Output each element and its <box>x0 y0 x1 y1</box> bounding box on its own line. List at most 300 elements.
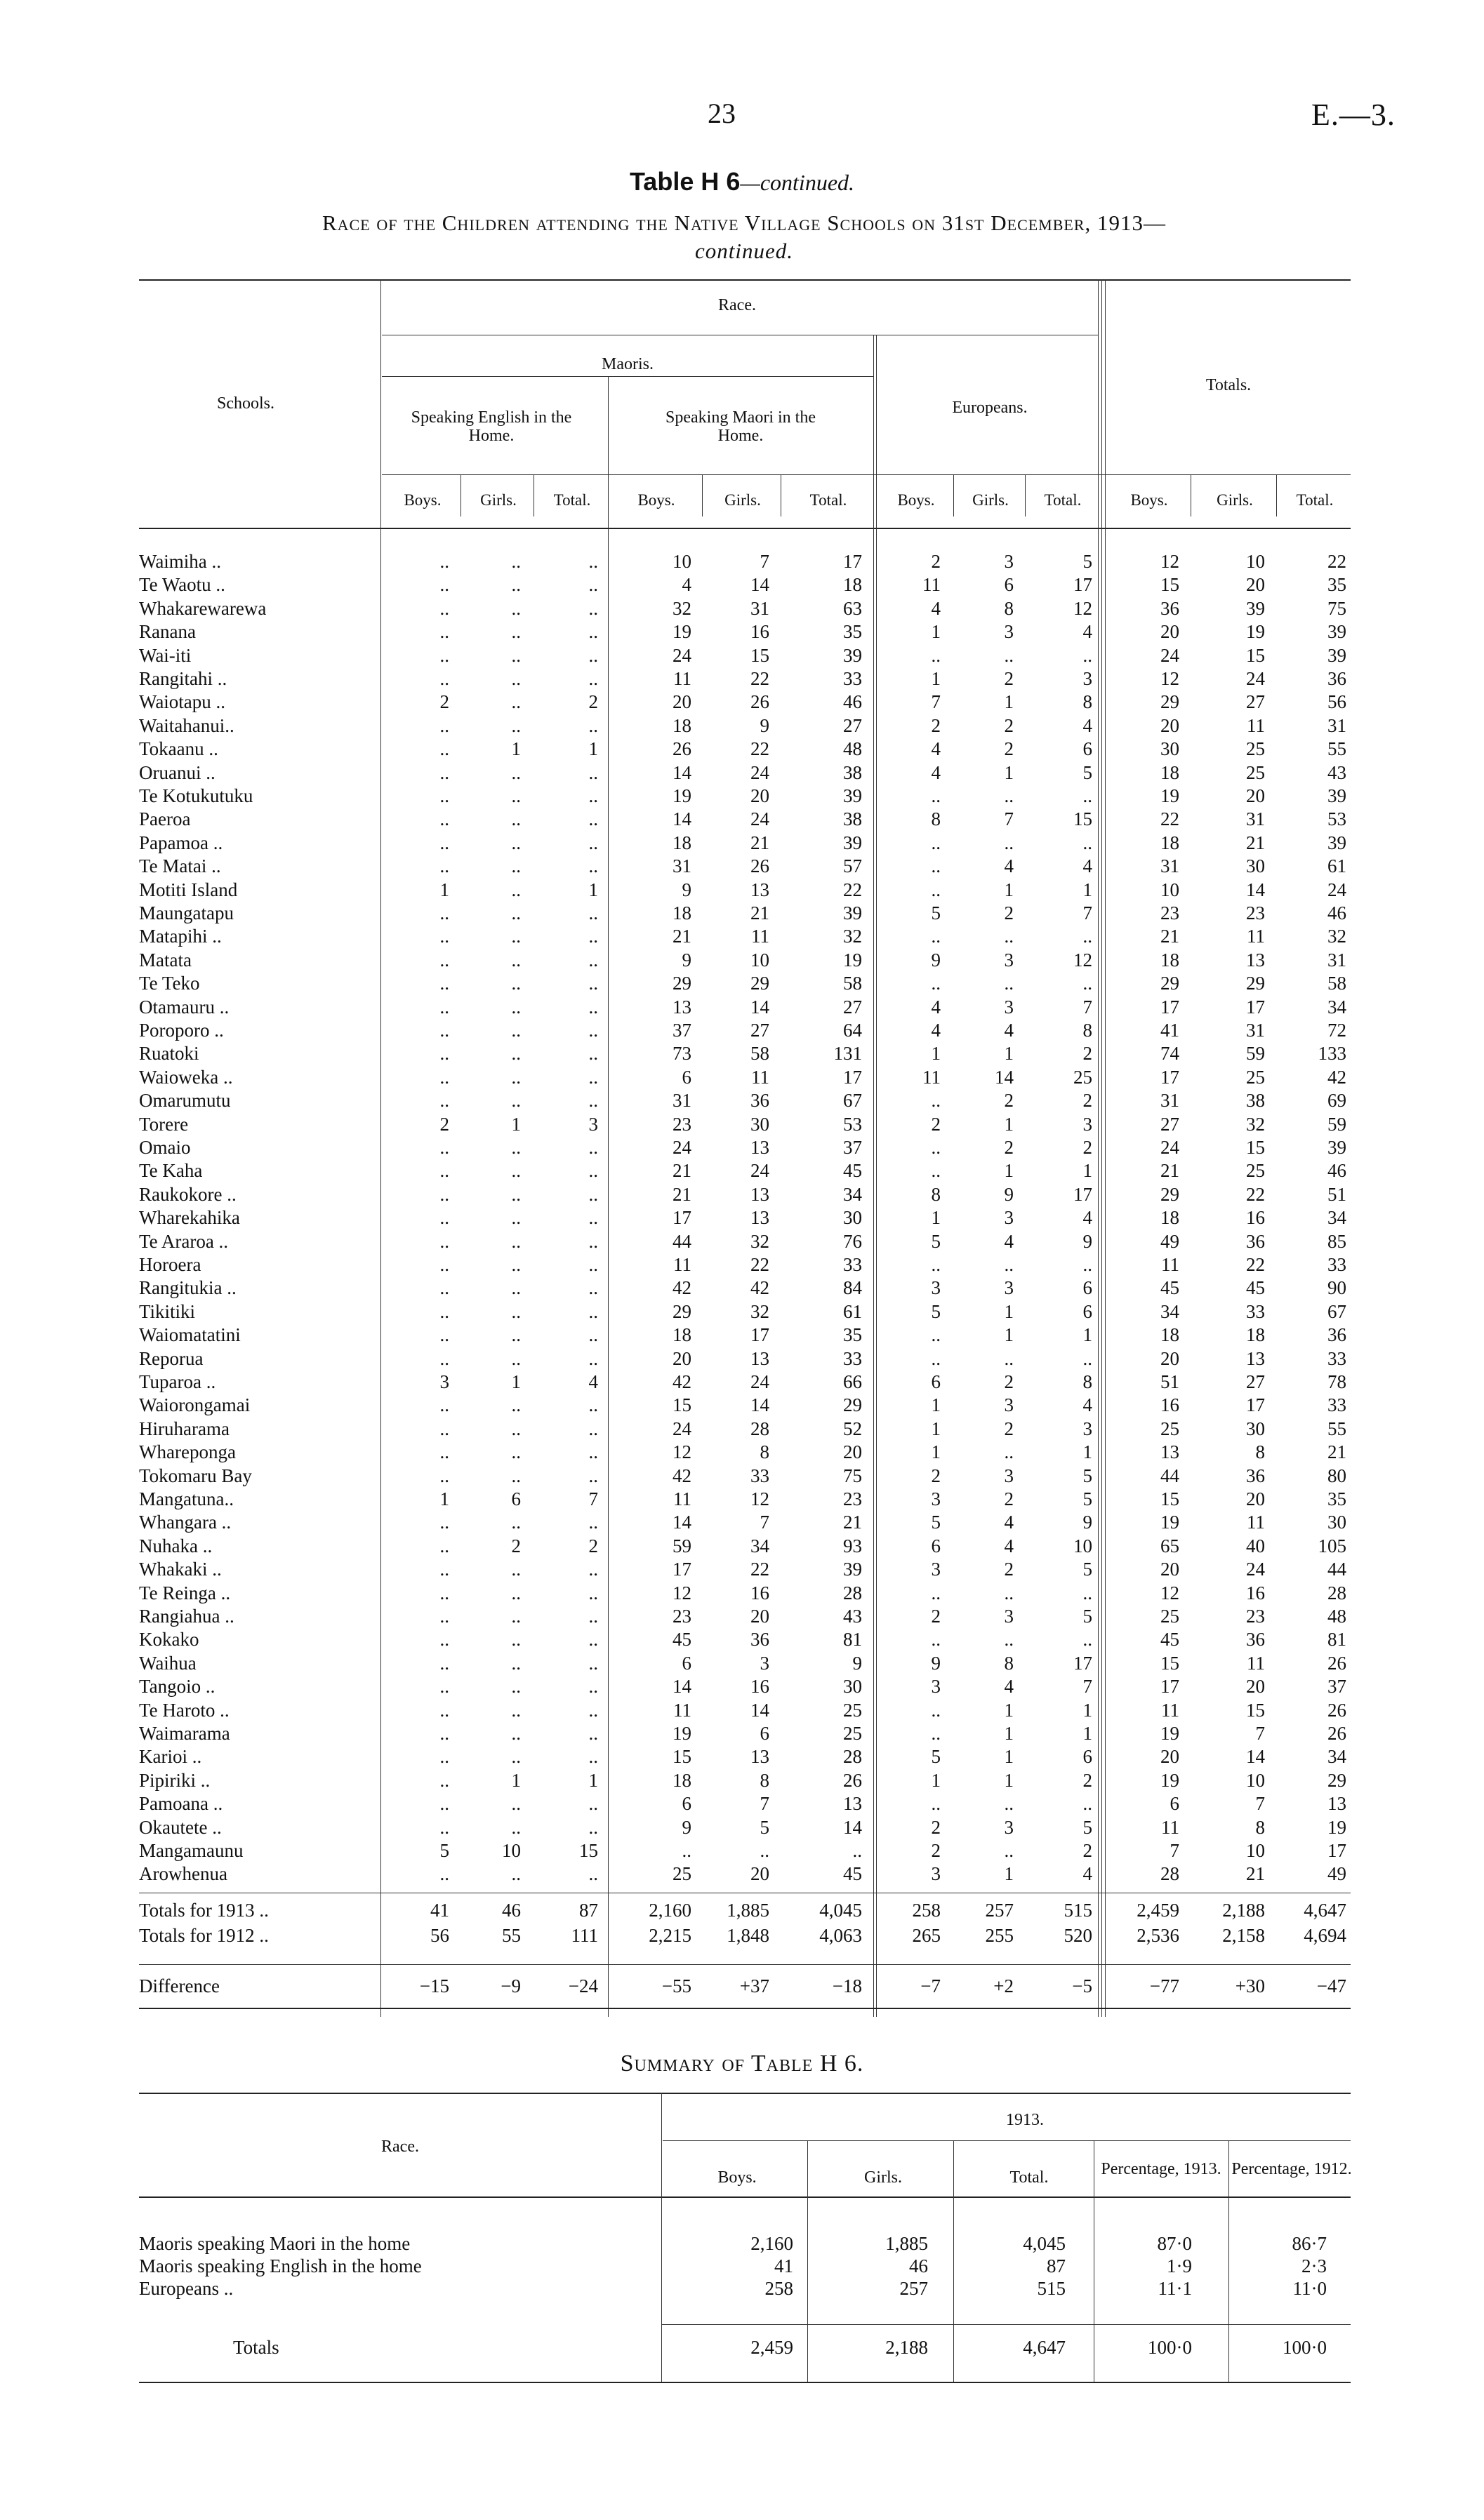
school-name: Papamoa .. <box>139 832 223 853</box>
subheader-boys: Boys. <box>897 491 935 509</box>
cell-value: 17 <box>673 1559 691 1580</box>
cell-value: 1 <box>588 738 598 760</box>
cell-value: 5 <box>931 1746 941 1768</box>
cell-value: 29 <box>1160 1183 1179 1205</box>
cell-value: .. <box>1082 1347 1092 1369</box>
school-name: Waiorongamai <box>139 1394 251 1416</box>
cell-value: 6 <box>1082 1746 1092 1768</box>
cell-value: .. <box>511 1137 521 1158</box>
cell-value: 17 <box>673 1207 691 1229</box>
cell-value: .. <box>511 1629 521 1651</box>
cell-value: .. <box>439 1863 449 1885</box>
cell-value: 11 <box>1247 926 1265 947</box>
school-name: Mangamaunu <box>139 1840 244 1861</box>
summary-value: 515 <box>1037 2278 1066 2299</box>
cell-value: 3 <box>931 1863 941 1885</box>
cell-value: 36 <box>1246 1629 1265 1651</box>
cell-value: .. <box>511 691 521 713</box>
cell-value: 11 <box>1247 1512 1265 1533</box>
cell-value: 11 <box>673 1488 691 1509</box>
cell-value: .. <box>511 1066 521 1088</box>
page-reference: E.—3. <box>1311 98 1396 132</box>
cell-value: 31 <box>1160 855 1179 877</box>
cell-value: 257 <box>985 1899 1014 1921</box>
cell-value: 36 <box>1160 597 1179 619</box>
cell-value: .. <box>439 1183 449 1205</box>
cell-value: 265 <box>912 1924 941 1946</box>
page-number: 23 <box>708 98 736 129</box>
cell-value: .. <box>439 621 449 643</box>
cell-value: 28 <box>1160 1863 1179 1885</box>
cell-value: 3 <box>1082 668 1092 689</box>
subheader-total: Total. <box>1044 491 1082 509</box>
cell-value: .. <box>931 1324 941 1346</box>
table-subtitle <box>70 209 1418 265</box>
cell-value: .. <box>1082 832 1092 853</box>
cell-value: 78 <box>1327 1371 1346 1392</box>
cell-value: 12 <box>1160 1582 1179 1604</box>
cell-value: .. <box>439 551 449 572</box>
rule <box>1228 2140 1229 2382</box>
cell-value: 7 <box>1004 808 1014 830</box>
cell-value: 31 <box>1246 1020 1265 1041</box>
cell-value: 1 <box>1004 879 1014 900</box>
cell-value: 61 <box>843 1300 862 1322</box>
cell-value: .. <box>1004 785 1014 806</box>
cell-value: .. <box>1004 832 1014 853</box>
cell-value: 11 <box>751 1066 769 1088</box>
school-name: Reporua <box>139 1347 204 1369</box>
cell-value: .. <box>439 1394 449 1416</box>
cell-value: 2 <box>1004 1488 1014 1509</box>
subheader-girls: Girls. <box>724 491 761 509</box>
cell-value: .. <box>439 1746 449 1768</box>
cell-value: 46 <box>1327 1160 1346 1182</box>
rule <box>1105 279 1106 2017</box>
cell-value: 18 <box>673 1324 691 1346</box>
rule <box>608 376 609 2017</box>
cell-value: 12 <box>673 1441 691 1463</box>
cell-value: .. <box>439 1606 449 1627</box>
cell-value: 11 <box>1161 1816 1179 1838</box>
cell-value: 53 <box>1327 808 1346 830</box>
cell-value: 3 <box>1004 996 1014 1018</box>
cell-value: 19 <box>1327 1816 1346 1838</box>
cell-value: 38 <box>843 808 862 830</box>
cell-value: 72 <box>1327 1020 1346 1041</box>
school-name: Tikitiki <box>139 1300 196 1322</box>
cell-value: 58 <box>1327 973 1346 994</box>
cell-value: 6 <box>682 1793 691 1815</box>
cell-value: 76 <box>843 1230 862 1252</box>
cell-value: +37 <box>739 1975 769 1996</box>
cell-value: 1 <box>511 738 521 760</box>
cell-value: 25 <box>1160 1606 1179 1627</box>
cell-value: 14 <box>673 1676 691 1698</box>
cell-value: 11 <box>751 926 769 947</box>
cell-value: .. <box>439 1699 449 1721</box>
school-name: Mangatuna.. <box>139 1488 234 1509</box>
cell-value: 1 <box>439 1488 449 1509</box>
cell-value: 52 <box>843 1418 862 1439</box>
cell-value: 4 <box>931 761 941 783</box>
cell-value: 4,045 <box>819 1899 862 1921</box>
cell-value: 32 <box>1246 1113 1265 1135</box>
cell-value: 4 <box>931 738 941 760</box>
cell-value: 8 <box>1082 1020 1092 1041</box>
cell-value: 7 <box>1082 996 1092 1018</box>
cell-value: .. <box>588 1863 598 1885</box>
cell-value: 29 <box>1160 973 1179 994</box>
cell-value: 21 <box>1160 1160 1179 1182</box>
rule <box>139 528 1351 529</box>
cell-value: 17 <box>843 1066 862 1088</box>
school-name: Waiomatatini <box>139 1324 241 1346</box>
school-name: Pipiriki .. <box>139 1769 211 1791</box>
cell-value: 131 <box>833 1043 862 1065</box>
cell-value: 1 <box>931 621 941 643</box>
cell-value: 30 <box>1327 1512 1346 1533</box>
cell-value: 39 <box>1327 644 1346 666</box>
cell-value: 75 <box>1327 597 1346 619</box>
cell-value: 18 <box>1160 832 1179 853</box>
school-name: Waimiha .. <box>139 551 222 572</box>
cell-value: 31 <box>673 1090 691 1112</box>
cell-value: .. <box>439 1137 449 1158</box>
cell-value: .. <box>1004 1254 1014 1275</box>
cell-value: .. <box>931 1254 941 1275</box>
cell-value: .. <box>588 1676 598 1698</box>
cell-value: .. <box>439 597 449 619</box>
cell-value: .. <box>439 1676 449 1698</box>
cell-value: 40 <box>1246 1535 1265 1556</box>
cell-value: .. <box>931 1793 941 1815</box>
cell-value: .. <box>511 1676 521 1698</box>
cell-value: 37 <box>1327 1676 1346 1698</box>
rule <box>1098 279 1099 2017</box>
cell-value: 34 <box>1327 996 1346 1018</box>
rule <box>661 2324 1351 2325</box>
cell-value: 6 <box>682 1066 691 1088</box>
cell-value: .. <box>588 1559 598 1580</box>
cell-value: 33 <box>843 668 862 689</box>
cell-value: .. <box>588 761 598 783</box>
cell-value: 29 <box>673 1300 691 1322</box>
cell-value: 14 <box>750 996 769 1018</box>
cell-value: .. <box>511 1606 521 1627</box>
cell-value: 2,160 <box>649 1899 691 1921</box>
cell-value: .. <box>511 1582 521 1604</box>
cell-value: 3 <box>931 1277 941 1299</box>
cell-value: 1 <box>588 879 598 900</box>
cell-value: 65 <box>1160 1535 1179 1556</box>
cell-value: −7 <box>920 1975 941 1996</box>
summary-value: 11·1 <box>1158 2278 1192 2299</box>
cell-value: 30 <box>1246 855 1265 877</box>
cell-value: 36 <box>750 1629 769 1651</box>
cell-value: 20 <box>1160 621 1179 643</box>
rule <box>382 474 1351 475</box>
cell-value: .. <box>588 621 598 643</box>
cell-value: 29 <box>1246 973 1265 994</box>
cell-value: 2 <box>1004 1371 1014 1392</box>
subheader-total: Total. <box>553 491 591 509</box>
cell-value: 33 <box>1327 1254 1346 1275</box>
cell-value: 12 <box>1160 551 1179 572</box>
cell-value: 39 <box>843 785 862 806</box>
summary-header-girls: Girls. <box>864 2168 902 2187</box>
cell-value: 6 <box>1082 1300 1092 1322</box>
cell-value: 25 <box>673 1863 691 1885</box>
cell-value: 2 <box>1004 738 1014 760</box>
subheader-girls: Girls. <box>1217 491 1253 509</box>
cell-value: 49 <box>1160 1230 1179 1252</box>
cell-value: 32 <box>750 1230 769 1252</box>
cell-value: 26 <box>673 738 691 760</box>
school-name: Arowhenua <box>139 1863 227 1885</box>
cell-value: .. <box>588 1816 598 1838</box>
cell-value: 2 <box>1004 1559 1014 1580</box>
school-name: Matapihi .. <box>139 926 222 947</box>
cell-value: 42 <box>750 1277 769 1299</box>
summary-value: 87 <box>1047 2255 1066 2276</box>
cell-value: 13 <box>843 1793 862 1815</box>
cell-value: .. <box>931 1347 941 1369</box>
cell-value: 4 <box>1082 1394 1092 1416</box>
school-name: Omaio <box>139 1137 191 1158</box>
cell-value: 5 <box>1082 551 1092 572</box>
cell-value: .. <box>852 1840 862 1861</box>
subheader-total: Total. <box>1296 491 1334 509</box>
cell-value: 25 <box>1160 1418 1179 1439</box>
cell-value: 34 <box>1327 1207 1346 1229</box>
cell-value: .. <box>931 1160 941 1182</box>
cell-value: 5 <box>1082 1488 1092 1509</box>
cell-value: .. <box>588 949 598 971</box>
cell-value: .. <box>682 1840 691 1861</box>
cell-value: .. <box>1082 1793 1092 1815</box>
cell-value: 3 <box>931 1559 941 1580</box>
cell-value: .. <box>511 855 521 877</box>
cell-value: .. <box>1004 1629 1014 1651</box>
cell-value: 75 <box>843 1465 862 1486</box>
cell-value: .. <box>439 1465 449 1486</box>
rule <box>139 1964 1351 1965</box>
cell-value: 2 <box>931 1840 941 1861</box>
cell-value: 13 <box>1246 1347 1265 1369</box>
cell-value: .. <box>511 1207 521 1229</box>
cell-value: .. <box>439 1090 449 1112</box>
cell-value: 51 <box>1327 1183 1346 1205</box>
cell-value: .. <box>511 761 521 783</box>
cell-value: 34 <box>1160 1300 1179 1322</box>
cell-value: 20 <box>1246 1676 1265 1698</box>
cell-value: 1 <box>1004 1160 1014 1182</box>
cell-value: 22 <box>1246 1183 1265 1205</box>
cell-value: 18 <box>1246 1324 1265 1346</box>
header-speaking-maori: Speaking Maori in the Home. <box>665 408 816 445</box>
cell-value: −9 <box>501 1975 521 1996</box>
school-name: Whakarewarewa <box>139 597 267 619</box>
summary-value: 257 <box>899 2278 928 2299</box>
cell-value: 17 <box>1160 996 1179 1018</box>
cell-value: 15 <box>1246 1137 1265 1158</box>
cell-value: 26 <box>750 691 769 713</box>
cell-value: −5 <box>1072 1975 1092 1996</box>
cell-value: 5 <box>931 1512 941 1533</box>
cell-value: 36 <box>1246 1230 1265 1252</box>
cell-value: 26 <box>1327 1723 1346 1744</box>
school-name: Ranana <box>139 621 196 643</box>
cell-value: 87 <box>579 1899 598 1921</box>
cell-value: .. <box>511 668 521 689</box>
cell-value: 64 <box>843 1020 862 1041</box>
cell-value: .. <box>439 1254 449 1275</box>
cell-value: 21 <box>673 926 691 947</box>
cell-value: 39 <box>843 1559 862 1580</box>
cell-value: 6 <box>931 1371 941 1392</box>
cell-value: 1,848 <box>727 1924 769 1946</box>
cell-value: 39 <box>1327 621 1346 643</box>
cell-value: 31 <box>1160 1090 1179 1112</box>
cell-value: 2 <box>931 714 941 736</box>
cell-value: .. <box>588 1183 598 1205</box>
cell-value: 4 <box>1004 1512 1014 1533</box>
school-name: Waiotapu .. <box>139 691 226 713</box>
summary-value: 41 <box>774 2255 793 2276</box>
cell-value: 21 <box>750 902 769 924</box>
cell-value: .. <box>439 1324 449 1346</box>
cell-value: 26 <box>1327 1699 1346 1721</box>
cell-value: 9 <box>1082 1230 1092 1252</box>
cell-value: 30 <box>750 1113 769 1135</box>
cell-value: 2 <box>588 1535 598 1556</box>
cell-value: 1 <box>1004 1746 1014 1768</box>
cell-value: .. <box>588 996 598 1018</box>
cell-value: 1 <box>1004 1043 1014 1065</box>
cell-value: 7 <box>760 1793 769 1815</box>
cell-value: 2 <box>511 1535 521 1556</box>
cell-value: 9 <box>852 1652 862 1674</box>
cell-value: 4 <box>682 574 691 596</box>
cell-value: −15 <box>419 1975 449 1996</box>
cell-value: 1 <box>931 1043 941 1065</box>
cell-value: 6 <box>760 1723 769 1744</box>
cell-value: 12 <box>673 1582 691 1604</box>
cell-value: 20 <box>673 1347 691 1369</box>
cell-value: 39 <box>1327 785 1346 806</box>
cell-value: 16 <box>750 1676 769 1698</box>
cell-value: 8 <box>931 1183 941 1205</box>
cell-value: 24 <box>750 761 769 783</box>
rule <box>873 335 874 2017</box>
cell-value: 4 <box>1004 1230 1014 1252</box>
cell-value: 10 <box>502 1840 521 1861</box>
summary-title: Summary of Table H 6. <box>620 2051 864 2076</box>
cell-value: 3 <box>1082 1418 1092 1439</box>
cell-value: 2 <box>588 691 598 713</box>
cell-value: 81 <box>1327 1629 1346 1651</box>
school-name: Tuparoa .. <box>139 1371 216 1392</box>
cell-value: 85 <box>1327 1230 1346 1252</box>
cell-value: 44 <box>673 1230 691 1252</box>
school-name: Motiti Island <box>139 879 238 900</box>
cell-value: .. <box>439 855 449 877</box>
cell-value: 23 <box>1160 902 1179 924</box>
cell-value: .. <box>511 1465 521 1486</box>
cell-value: 21 <box>1246 832 1265 853</box>
cell-value: 90 <box>1327 1277 1346 1299</box>
cell-value: 4 <box>931 996 941 1018</box>
cell-value: 25 <box>1246 1160 1265 1182</box>
cell-value: 2 <box>1004 714 1014 736</box>
cell-value: 20 <box>1160 714 1179 736</box>
cell-value: 11 <box>673 1254 691 1275</box>
cell-value: .. <box>588 1137 598 1158</box>
totals-label: Totals for 1912 .. <box>139 1924 269 1946</box>
cell-value: .. <box>1082 1582 1092 1604</box>
cell-value: .. <box>439 902 449 924</box>
cell-value: 53 <box>843 1113 862 1135</box>
cell-value: 20 <box>1246 574 1265 596</box>
cell-value: 15 <box>673 1394 691 1416</box>
cell-value: 17 <box>750 1324 769 1346</box>
cell-value: .. <box>439 1559 449 1580</box>
cell-value: 5 <box>1082 1559 1092 1580</box>
table-title-main: Table H 6 <box>629 167 741 196</box>
school-name: Te Kaha <box>139 1160 203 1182</box>
cell-value: 255 <box>985 1924 1014 1946</box>
school-name: Rangitukia .. <box>139 1277 237 1299</box>
cell-value: −24 <box>568 1975 598 1996</box>
school-name: Waimarama <box>139 1723 230 1744</box>
cell-value: 2 <box>1004 902 1014 924</box>
cell-value: 55 <box>1327 738 1346 760</box>
summary-total-value: 2,459 <box>750 2337 793 2358</box>
cell-value: 3 <box>1004 1207 1014 1229</box>
cell-value: 2 <box>1082 1090 1092 1112</box>
cell-value: 2 <box>1082 1137 1092 1158</box>
cell-value: 3 <box>1004 949 1014 971</box>
cell-value: 6 <box>682 1652 691 1674</box>
cell-value: 10 <box>750 949 769 971</box>
cell-value: 19 <box>843 949 862 971</box>
cell-value: 32 <box>1327 926 1346 947</box>
cell-value: 8 <box>760 1769 769 1791</box>
cell-value: 9 <box>682 1816 691 1838</box>
cell-value: 25 <box>1246 738 1265 760</box>
rule <box>661 2093 662 2382</box>
cell-value: 30 <box>843 1676 862 1698</box>
cell-value: 19 <box>1160 1723 1179 1744</box>
cell-value: 33 <box>1327 1394 1346 1416</box>
cell-value: 8 <box>1082 691 1092 713</box>
cell-value: 58 <box>750 1043 769 1065</box>
cell-value: .. <box>931 785 941 806</box>
cell-value: 37 <box>673 1020 691 1041</box>
cell-value: 27 <box>843 996 862 1018</box>
summary-race-label: Maoris speaking English in the home <box>139 2255 422 2276</box>
school-name: Otamauru .. <box>139 996 230 1018</box>
cell-value: .. <box>588 1043 598 1065</box>
cell-value: 1 <box>1004 1769 1014 1791</box>
cell-value: .. <box>511 1254 521 1275</box>
rule <box>139 2093 1351 2094</box>
cell-value: 59 <box>673 1535 691 1556</box>
cell-value: 1 <box>1004 691 1014 713</box>
cell-value: 81 <box>843 1629 862 1651</box>
cell-value: .. <box>511 1300 521 1322</box>
